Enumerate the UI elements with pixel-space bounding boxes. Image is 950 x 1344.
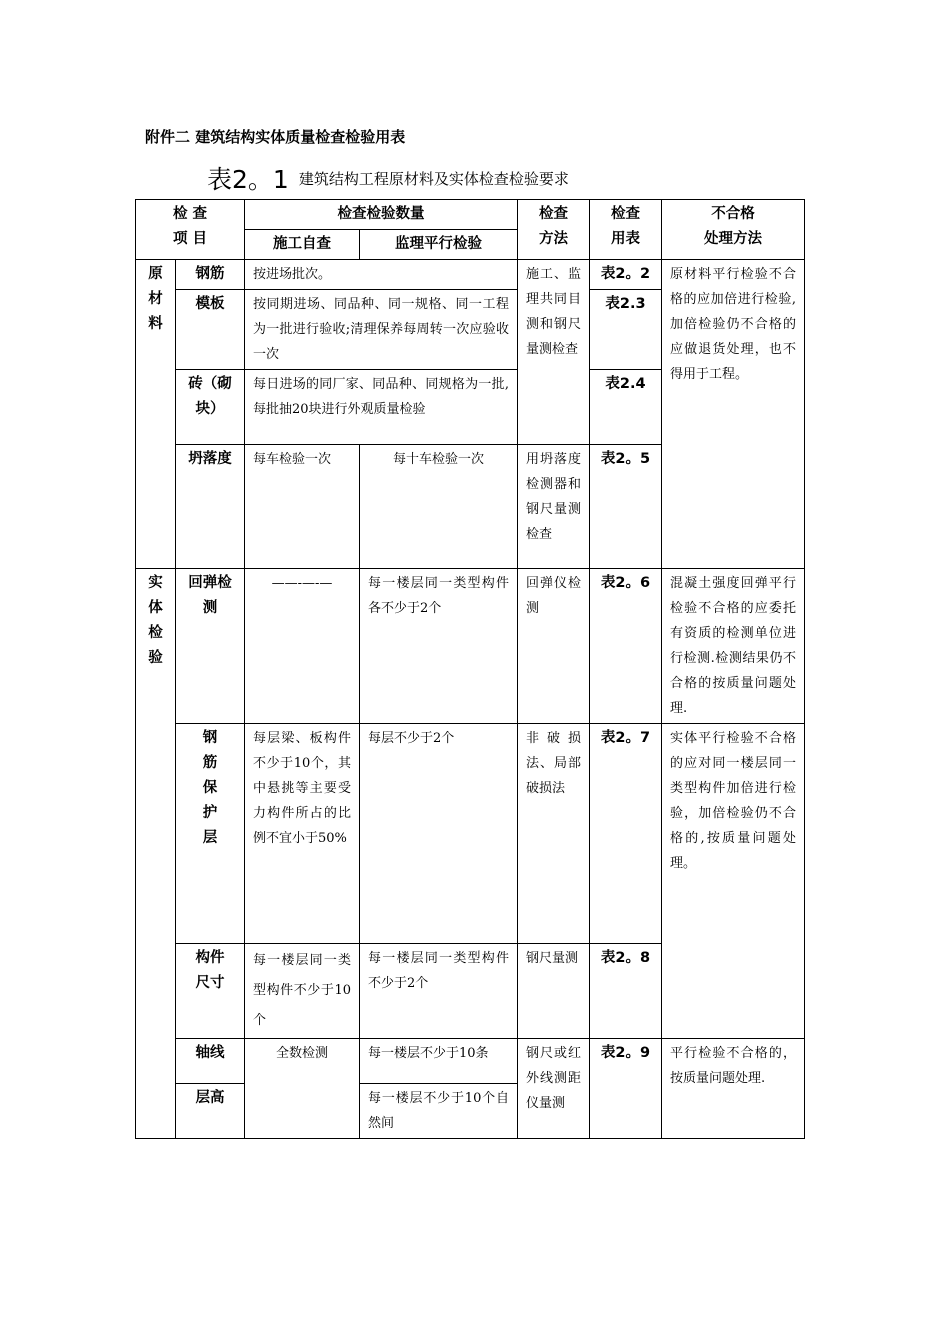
table-title [207,160,569,194]
supervision-member-size: 每一楼层同一类型构件不少于2个 [360,944,518,1039]
form-rebar: 表2。2 [590,260,662,290]
self-check-rebound: ——-—-— [245,569,360,724]
table-row [136,260,805,290]
table-row [136,1039,805,1084]
table-row [136,724,805,944]
method-rebound: 回弹仪检测 [518,569,590,724]
item-brick: 砖（砌块） [176,370,245,445]
handling-axis: 平行检验不合格的，按质量问题处理. [662,1039,805,1139]
item-rebar: 钢筋 [176,260,245,290]
quantity-rebar: 按进场批次。 [245,260,518,290]
handling-raw-materials: 原材料平行检验不合格的应加倍进行检验,加倍检验仍不合格的应做退货处理，也不得用于工程。 [662,260,805,569]
item-rebar-cover: 钢筋保护层 [176,724,245,944]
inspection-table [135,199,805,1139]
form-member-size: 表2。8 [590,944,662,1039]
table-row [136,569,805,724]
supervision-rebound: 每一楼层同一类型构件各不少于2个 [360,569,518,724]
supervision-rebar-cover: 每层不少于2个 [360,724,518,944]
method-raw-materials: 施工、监理共同目测和钢尺量测检查 [518,260,590,445]
supervision-floor-height: 每一楼层不少于10个自然间 [360,1084,518,1139]
form-axis: 表2。9 [590,1039,662,1139]
method-rebar-cover: 非破损法、局部破损法 [518,724,590,944]
item-axis: 轴线 [176,1039,245,1084]
form-slump: 表2。5 [590,445,662,569]
self-check-rebar-cover: 每层梁、板构件不少于10个，其中悬挑等主要受力构件所占的比例不宜小于50% [245,724,360,944]
method-slump: 用坍落度检测器和钢尺量测检查 [518,445,590,569]
form-rebar-cover: 表2。7 [590,724,662,944]
form-rebound: 表2。6 [590,569,662,724]
table-number: 表2。1 [207,165,289,194]
header-handling: 不合格 处理方法 [662,200,805,260]
header-self-check: 施工自查 [245,230,360,260]
header-quantity: 检查检验数量 [245,200,518,230]
header-row-1 [136,200,805,230]
header-item: 检 查 项 目 [136,200,245,260]
page-heading: 附件二 建筑结构实体质量检查检验用表 [145,128,406,146]
header-method: 检查 方法 [518,200,590,260]
form-brick: 表2.4 [590,370,662,445]
item-slump: 坍落度 [176,445,245,569]
item-formwork: 模板 [176,290,245,370]
quantity-formwork: 按同期进场、同品种、同一规格、同一工程为一批进行验收;清理保养每周转一次应验收一次 [245,290,518,370]
item-floor-height: 层高 [176,1084,245,1139]
method-axis: 钢尺或红外线测距仪量测 [518,1039,590,1139]
header-form: 检查 用表 [590,200,662,260]
item-rebound: 回弹检测 [176,569,245,724]
method-member-size: 钢尺量测 [518,944,590,1039]
supervision-slump: 每十车检验一次 [360,445,518,569]
self-check-slump: 每车检验一次 [245,445,360,569]
handling-rebar-cover: 实体平行检验不合格的应对同一楼层同一类型构件加倍进行检验，加倍检验仍不合格的,按质量问题处理。 [662,724,805,1039]
table-caption: 建筑结构工程原材料及实体检查检验要求 [298,169,569,188]
item-member-size: 构件尺寸 [176,944,245,1039]
form-formwork: 表2.3 [590,290,662,370]
self-check-member-size: 每一楼层同一类型构件不少于10个 [245,944,360,1039]
header-supervision: 监理平行检验 [360,230,518,260]
handling-rebound: 混凝土强度回弹平行检验不合格的应委托有资质的检测单位进行检测.检测结果仍不合格的按质量问题处理. [662,569,805,724]
category-raw-materials: 原材料 [136,260,176,569]
quantity-brick: 每日进场的同厂家、同品种、同规格为一批,每批抽20块进行外观质量检验 [245,370,518,445]
supervision-axis: 每一楼层不少于10条 [360,1039,518,1084]
category-entity-inspection: 实体检验 [136,569,176,1139]
self-check-axis: 全数检测 [245,1039,360,1139]
